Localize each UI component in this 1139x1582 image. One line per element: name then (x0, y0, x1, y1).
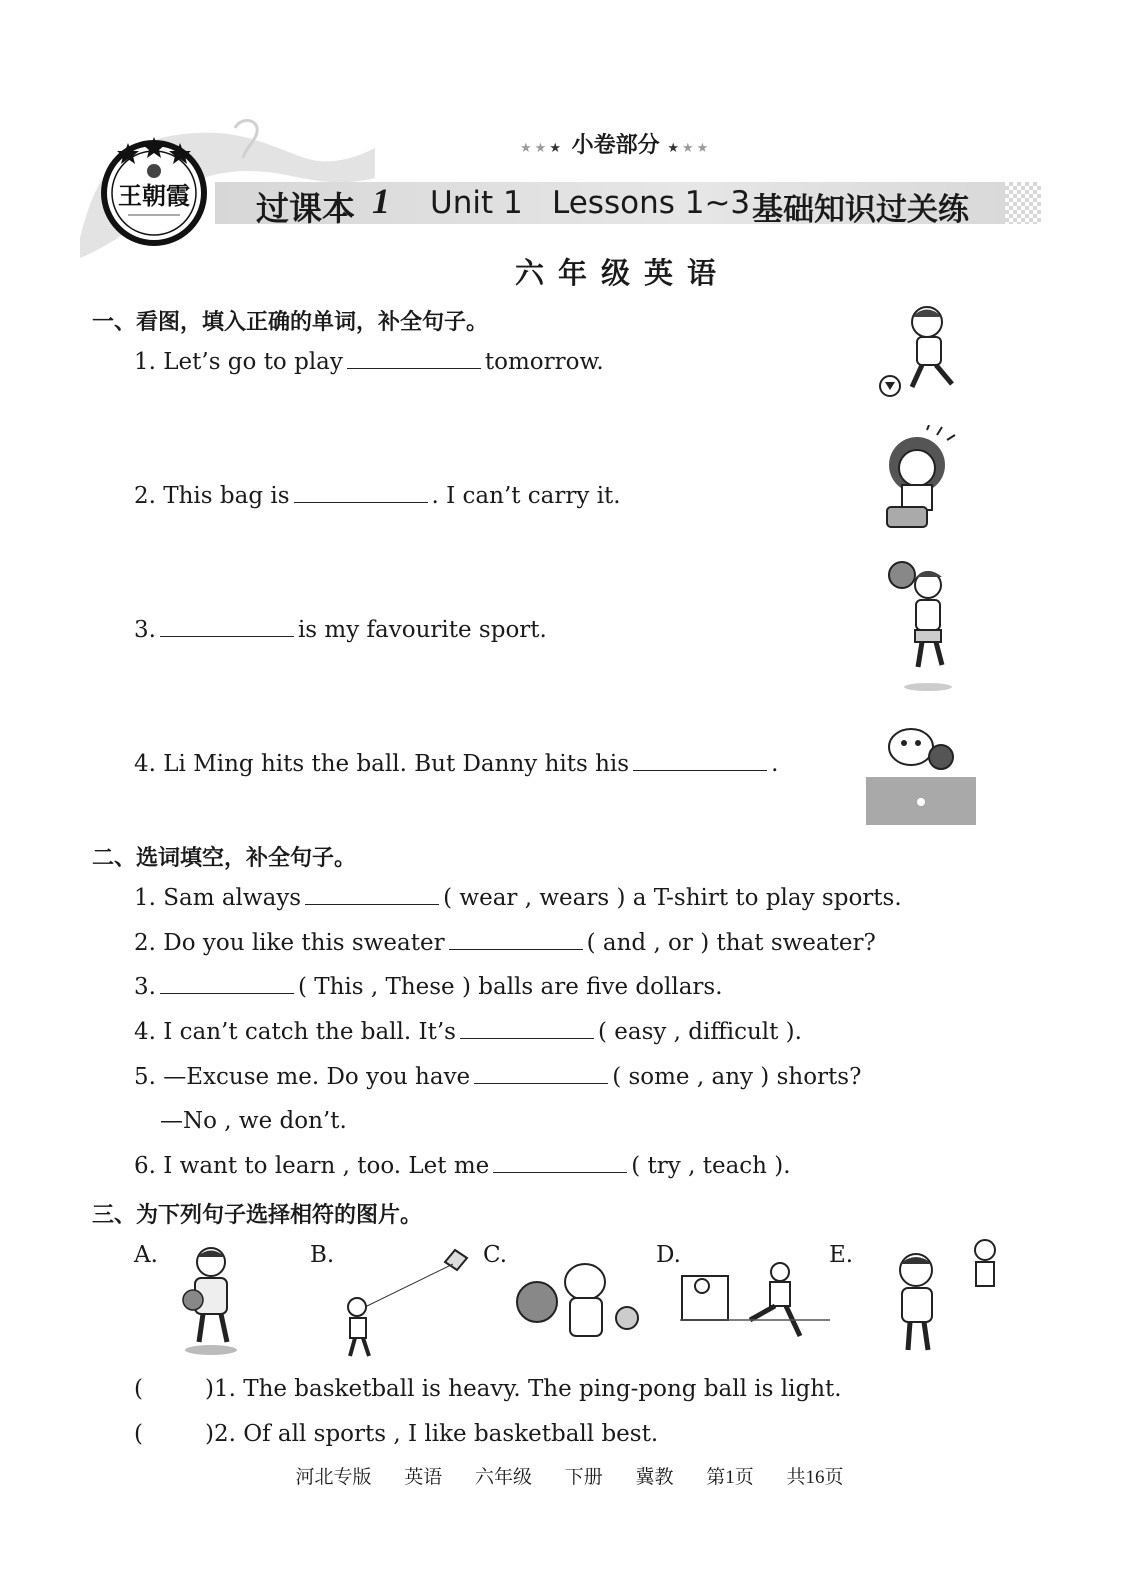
logo-text: 王朝霞 (118, 181, 190, 210)
answer-blank[interactable] (633, 752, 767, 771)
option-letter-b: B. (310, 1242, 335, 1268)
part2-item-6 (134, 1153, 791, 1179)
item-text: ( wear , wears ) a T-shirt to play sports. (443, 885, 902, 911)
answer-paren-close: ) (204, 1376, 214, 1402)
part2-item-2 (134, 930, 876, 956)
item-text: ( try , teach ). (631, 1153, 791, 1179)
item-text: ( some , any ) shorts? (612, 1064, 862, 1090)
section-label: ★★★ 小卷部分 ★★★ (520, 133, 712, 158)
part2-item-5 (134, 1064, 861, 1090)
part3-item-2 (134, 1421, 658, 1447)
item-text: ( easy , difficult ). (597, 1019, 802, 1045)
title-unit: Unit 1 (430, 185, 523, 221)
answer-blank[interactable] (460, 1020, 594, 1039)
answer-blank[interactable] (160, 975, 294, 994)
option-d-image (680, 1258, 830, 1344)
option-a-image (175, 1242, 250, 1360)
option-b-image (335, 1242, 475, 1360)
item-text: ( and , or ) that sweater? (586, 930, 876, 956)
item-text: ( This , These ) balls are five dollars. (297, 974, 723, 1000)
part1-item-3 (134, 617, 547, 643)
item-text: 1. Let’s go to play (134, 349, 343, 375)
item-text: 6. I want to learn , too. Let me (134, 1153, 490, 1179)
answer-blank[interactable] (305, 886, 439, 905)
answer-paren-close: ) (204, 1421, 214, 1447)
option-letter-a: A. (134, 1242, 158, 1268)
section-label-text: 小卷部分 (571, 133, 660, 158)
answer-blank[interactable] (347, 350, 481, 369)
option-letter-c: C. (483, 1242, 508, 1268)
footer-edition: 河北专版 (295, 1467, 372, 1488)
title-suffix: 基础知识过关练 (752, 192, 969, 228)
page-footer (0, 1462, 1139, 1489)
title-prefix: 过课本 (256, 192, 355, 228)
part2-item-3 (134, 974, 723, 1000)
dinosaur-pingpong-image (866, 717, 976, 825)
item-text: is my favourite sport. (297, 617, 547, 643)
option-letter-e: E. (829, 1242, 854, 1268)
part3-heading: 三、为下列句子选择相符的图片。 (92, 1203, 423, 1228)
answer-blank[interactable] (160, 618, 294, 637)
option-letter-d: D. (656, 1242, 681, 1268)
item-text: 2. Do you like this sweater (134, 930, 445, 956)
item-text: 4. Li Ming hits the ball. But Danny hits his (134, 751, 630, 777)
answer-paren-open[interactable]: ( (134, 1421, 143, 1447)
banner-checker-pattern (1005, 182, 1041, 224)
item-text: 1. The basketball is heavy. The ping-pong ball is light. (213, 1376, 842, 1402)
footer-grade: 六年级 (474, 1467, 532, 1488)
footer-page-number: 第1页 (706, 1467, 754, 1488)
boy-kicking-football-image (872, 302, 968, 402)
part3-item-1 (134, 1376, 842, 1402)
item-text: . (771, 751, 779, 777)
item-text: 2. Of all sports , I like basketball best. (213, 1421, 659, 1447)
part1-heading: 一、看图，填入正确的单词，补全句子。 (92, 310, 489, 335)
item-text: —No , we don’t. (160, 1108, 347, 1134)
girl-with-heavy-bag-image (872, 425, 968, 530)
item-text: 3. (134, 974, 156, 1000)
part1-item-2 (134, 483, 621, 509)
part1-item-1 (134, 349, 604, 375)
part1-item-4 (134, 751, 778, 777)
option-e-image (888, 1232, 1013, 1360)
item-text: tomorrow. (484, 349, 604, 375)
footer-total-pages: 共16页 (786, 1467, 844, 1488)
title-lessons: Lessons 1~3 (552, 185, 751, 221)
item-text: 1. Sam always (134, 885, 302, 911)
answer-blank[interactable] (294, 484, 428, 503)
part2-item-1 (134, 885, 902, 911)
footer-volume: 下册 (564, 1467, 603, 1488)
answer-blank[interactable] (474, 1065, 608, 1084)
footer-publisher: 冀教 (635, 1467, 674, 1488)
title-number: 1 (372, 181, 390, 221)
item-text: 4. I can’t catch the ball. It’s (134, 1019, 456, 1045)
footer-subject: 英语 (404, 1467, 443, 1488)
item-text: 5. —Excuse me. Do you have (134, 1064, 471, 1090)
brand-logo (98, 135, 210, 247)
part2-item-5-reply (160, 1108, 347, 1134)
answer-paren-open[interactable]: ( (134, 1376, 143, 1402)
answer-blank[interactable] (449, 931, 583, 950)
part2-item-4 (134, 1019, 802, 1045)
item-text: . I can’t carry it. (431, 483, 621, 509)
option-c-image (515, 1258, 650, 1340)
item-text: 3. (134, 617, 156, 643)
item-text: 2. This bag is (134, 483, 290, 509)
answer-blank[interactable] (493, 1154, 627, 1173)
page-subtitle: 六年级英语 (514, 256, 730, 290)
part2-heading: 二、选词填空，补全句子。 (92, 846, 357, 871)
boy-playing-basketball-image (880, 555, 960, 695)
